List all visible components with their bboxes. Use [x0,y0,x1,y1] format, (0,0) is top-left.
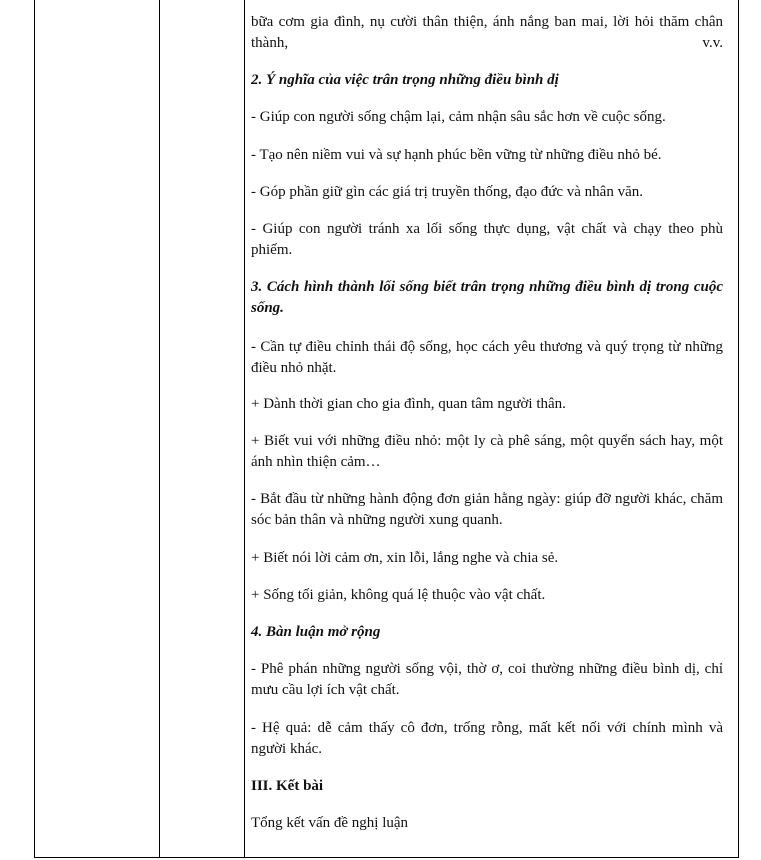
paragraph-2-3: - Góp phần giữ gìn các giá trị truyền thống, đạo đức và nhân văn. [251,184,643,200]
heading-section-4: 4. Bàn luận mở rộng [251,624,381,640]
paragraph-3-6: + Sống tối giản, không quá lệ thuộc vào vật chất. [251,587,546,603]
paragraph-3-4: - Bắt đầu từ những hành động đơn giản hằng ngày: giúp đỡ người khác, chăm sóc bản thân và những người xung quanh. [251,491,723,528]
paragraph-2-4: - Giúp con người tránh xa lối sống thực dụng, vật chất và chạy theo phù phiếm. [251,221,723,258]
paragraph-2-1: - Giúp con người sống chậm lại, cảm nhận sâu sắc hơn về cuộc sống. [251,109,666,125]
heading-section-3: 3. Cách hình thành lối sống biết trân trọng những điều bình dị trong cuộc sống. [251,279,723,316]
paragraph-conclusion: Tổng kết vấn đề nghị luận [251,815,409,831]
paragraph-3-1: - Cần tự điều chỉnh thái độ sống, học cách yêu thương và quý trọng từ những điều nhỏ nhặt. [251,339,723,376]
paragraph-4-2: - Hệ quả: dễ cảm thấy cô đơn, trống rỗng, mất kết nối với chính mình và người khác. [251,720,723,757]
heading-conclusion: III. Kết bài [251,778,324,794]
heading-section-2: 2. Ý nghĩa của việc trân trọng những điều bình dị [251,72,559,88]
paragraph-intro-continued: bữa cơm gia đình, nụ cười thân thiện, ánh nắng ban mai, lời hỏi thăm chân thành, v.v. [251,14,723,51]
column-divider-2 [244,0,245,857]
paragraph-4-1: - Phê phán những người sống vội, thờ ơ, coi thường những điều bình dị, chỉ mưu cầu lợi ích vật chất. [251,661,723,698]
paragraph-3-5: + Biết nói lời cảm ơn, xin lỗi, lắng nghe và chia sẻ. [251,550,559,566]
column-divider-1 [159,0,160,857]
paragraph-3-3: + Biết vui với những điều nhỏ: một ly cà phê sáng, một quyển sách hay, một ánh nhìn thiện cảm… [251,433,723,470]
paragraph-2-2: - Tạo nên niềm vui và sự hạnh phúc bền vững từ những điều nhỏ bé. [251,147,662,163]
paragraph-3-2: + Dành thời gian cho gia đình, quan tâm người thân. [251,396,566,412]
